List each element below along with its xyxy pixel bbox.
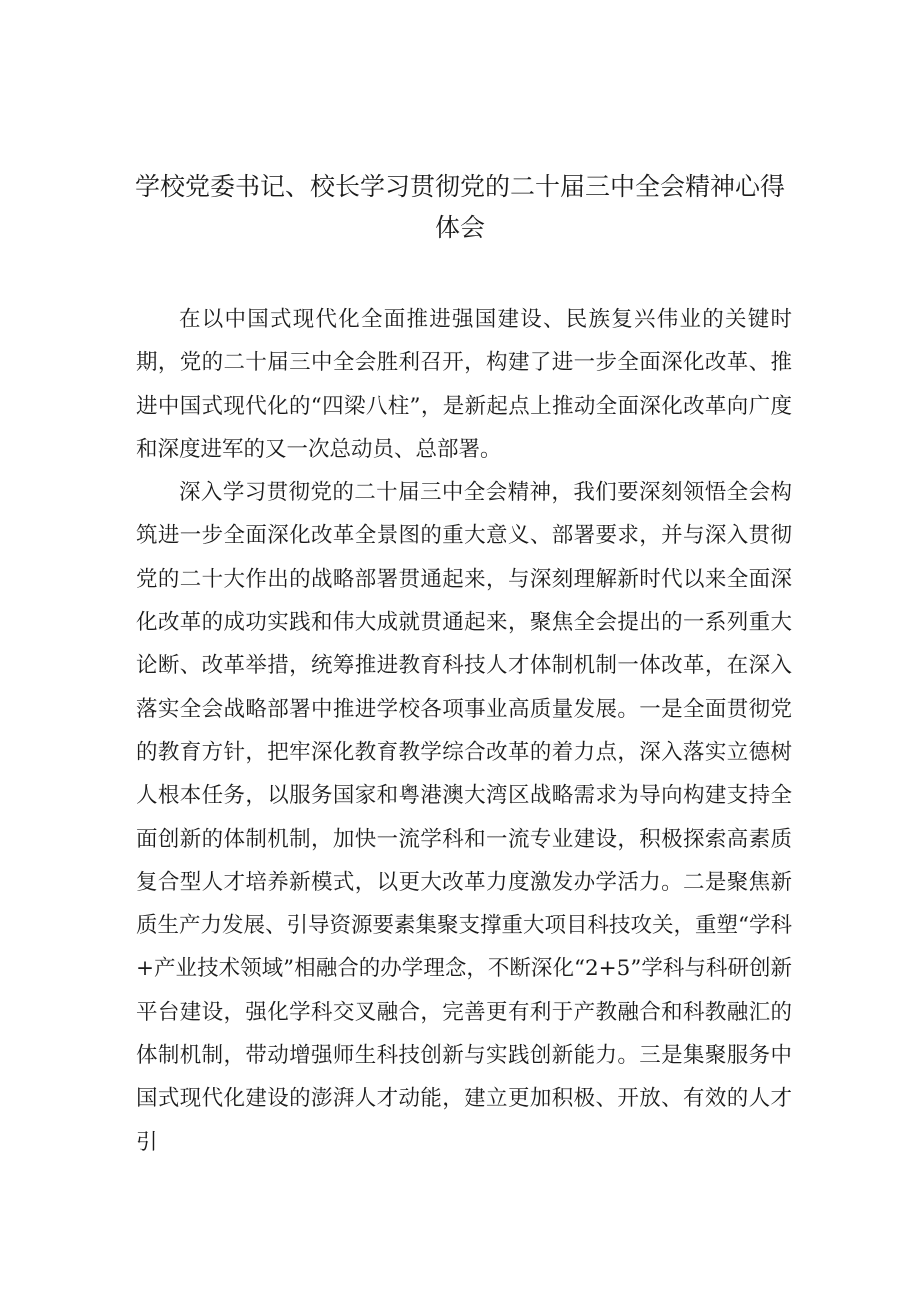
title-line-2: 体会 (434, 213, 485, 242)
paragraph-1: 在以中国式现代化全面推进强国建设、民族复兴伟业的关键时期，党的二十届三中全会胜利召开，构建了进一步全面深化改革、推进中国式现代化的“四梁八柱”，是新起点上推动全面深化改革向广度和深度进军的又一次总动员、总部署。 (136, 307, 792, 462)
title-line-1: 学校党委书记、校长学习贯彻党的二十届三中全会精神心得 (134, 172, 785, 201)
document-body (136, 298, 792, 1164)
paragraph-2: 深入学习贯彻党的二十届三中全会精神，我们要深刻领悟全会构筑进一步全面深化改革全景图的重大意义、部署要求，并与深入贯彻党的二十大作出的战略部署贯通起来，与深刻理解新时代以来全面深化改革的成功实践和伟大成就贯通起来，聚焦全会提出的一系列重大论断、改革举措，统筹推进教育科技人才体制机制一体改革，在深入落实全会战略部署中推进学校各项事业高质量发展。一是全面贯彻党的教育方针，把牢深化教育教学综合改革的着力点，深入落实立德树人根本任务，以服务国家和粤港澳大湾区战略需求为导向构建支持全面创新的体制机制，加快一流学科和一流专业建设，积极探索高素质复合型人才培养新模式，以更大改革力度激发办学活力。二是聚焦新质生产力发展、引导资源要素集聚支撑重大项目科技攻关，重塑“学科+产业技术领域”相融合的办学理念，不断深化“2+5”学科与科研创新平台建设，强化学科交叉融合，完善更有利于产教融合和科教融汇的体制机制，带动增强师生科技创新与实践创新能力。三是集聚服务中国式现代化建设的澎湃人才动能，建立更加积极、开放、有效的人才引 (136, 480, 792, 1155)
document-title (120, 166, 800, 248)
